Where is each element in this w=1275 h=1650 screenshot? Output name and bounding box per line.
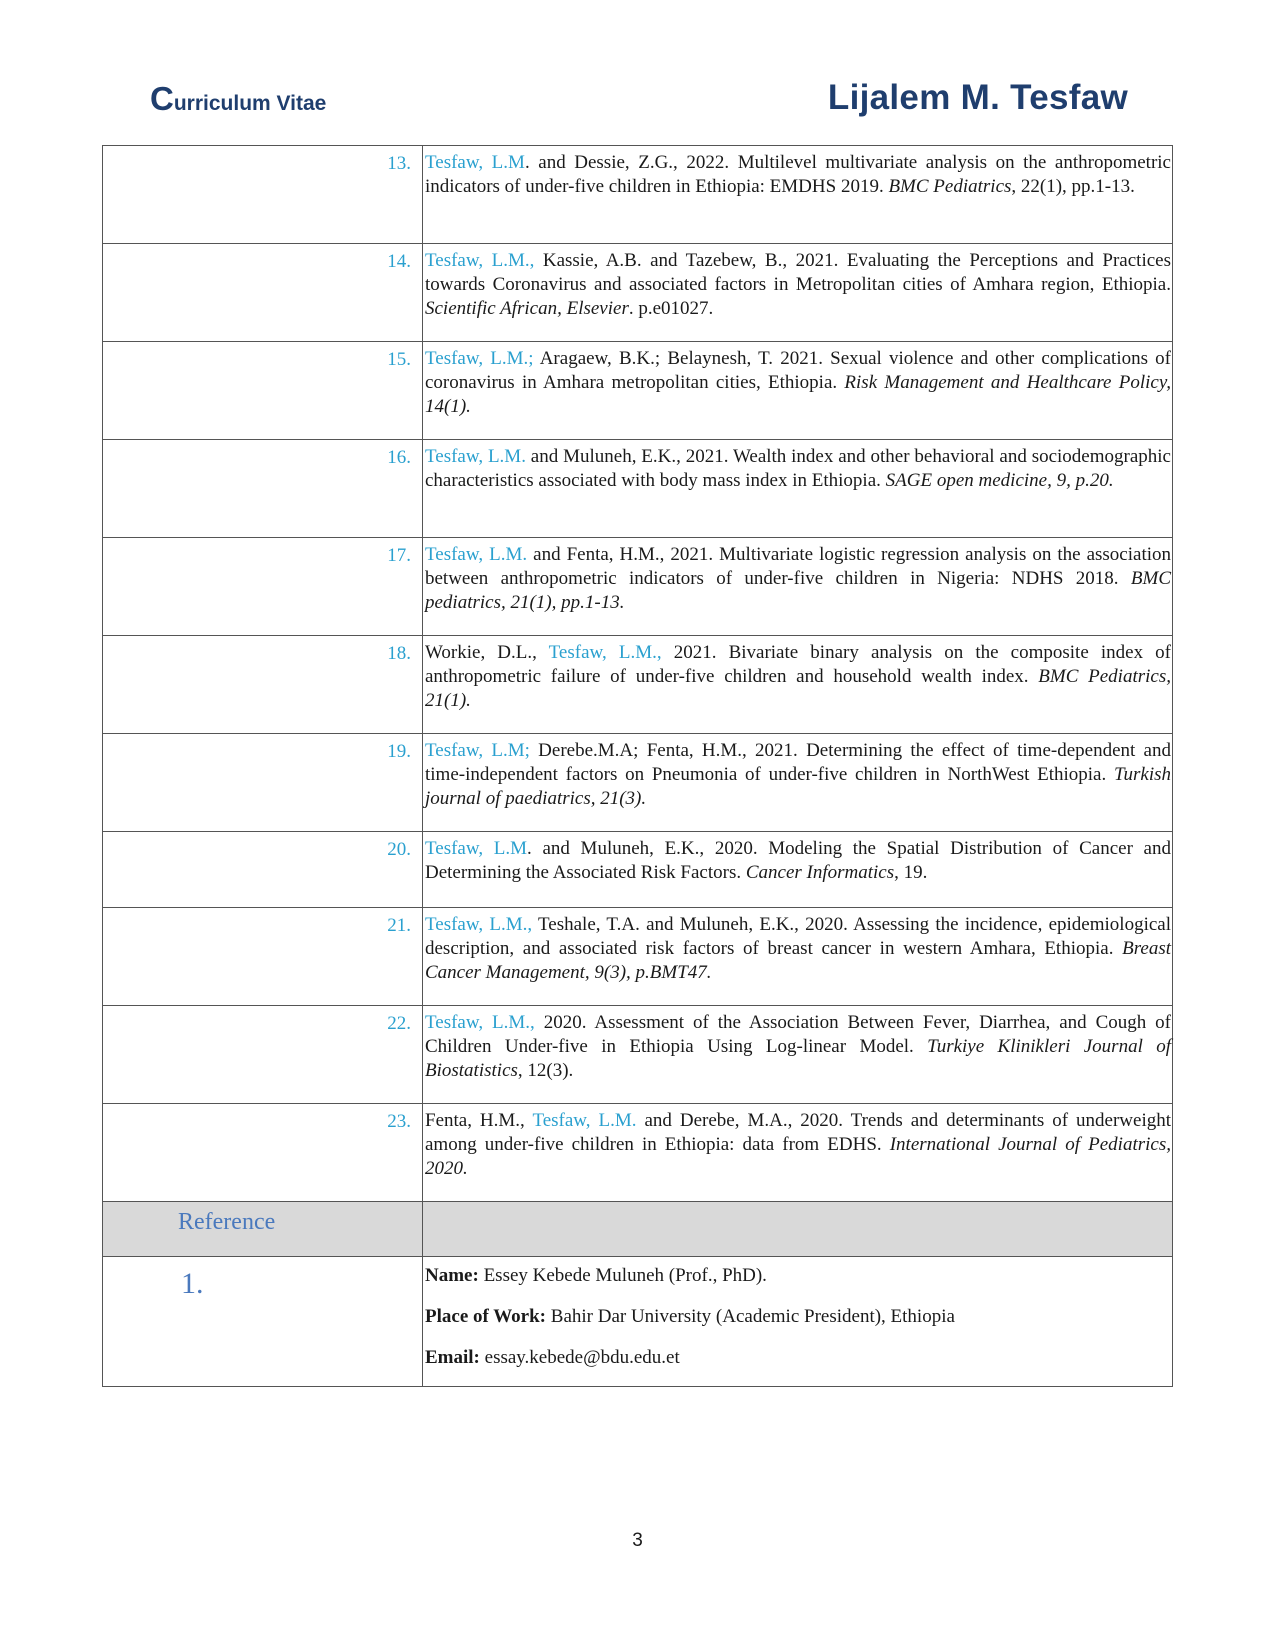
publication-citation — [423, 1104, 1172, 1181]
publication-number-cell — [103, 1006, 423, 1104]
publication-citation — [423, 636, 1172, 713]
reference-work-label: Place of Work: — [425, 1306, 547, 1327]
reference-work-value: Bahir Dar University (Academic President), Ethiopia — [546, 1306, 955, 1327]
citation-body: Teshale, T.A. and Muluneh, E.K., 2020. Assessing the incidence, epidemiological description, and associated risk factors of breast cancer in western Amhara, Ethiopia. — [425, 914, 1172, 959]
citation-author-highlight: Tesfaw, L.M.; — [425, 348, 534, 369]
publication-citation-cell — [423, 342, 1173, 440]
publication-citation-cell — [423, 1104, 1173, 1202]
citation-journal: International Journal of Pediatrics, 2020. — [425, 1134, 1171, 1179]
publication-number: 22. — [387, 1013, 411, 1034]
publication-number-cell — [103, 832, 423, 908]
publication-citation — [423, 342, 1172, 419]
publication-row — [103, 832, 1173, 908]
citation-author-highlight: Tesfaw, L.M. — [425, 544, 528, 565]
publication-number-cell — [103, 734, 423, 832]
publication-number-cell — [103, 146, 423, 244]
publication-citation — [423, 440, 1172, 493]
reference-header-row — [103, 1202, 1173, 1257]
publication-citation-cell — [423, 244, 1173, 342]
publication-row — [103, 1104, 1173, 1202]
publication-number: 17. — [387, 545, 411, 566]
publication-number-cell — [103, 908, 423, 1006]
publication-row — [103, 244, 1173, 342]
reference-number-cell — [103, 1257, 423, 1387]
publication-citation — [423, 1006, 1172, 1083]
citation-body: and Muluneh, E.K., 2021. Wealth index and other behavioral and sociodemographic characteristics associated with body mass index in Ethiopia. — [425, 446, 1171, 491]
reference-name-label: Name: — [425, 1265, 479, 1286]
citation-journal: Turkish journal of paediatrics, 21(3). — [425, 764, 1171, 809]
citation-volume: , 12(3). — [517, 1060, 574, 1081]
publication-number: 18. — [387, 643, 411, 664]
citation-author-highlight: Tesfaw, L.M., — [425, 914, 533, 935]
citation-author-highlight: Tesfaw, L.M — [425, 838, 528, 859]
publication-row — [103, 734, 1173, 832]
reference-email-value: essay.kebede@bdu.edu.et — [479, 1347, 680, 1368]
citation-volume: , 22(1), pp.1-13. — [1011, 176, 1135, 197]
reference-number: 1. — [181, 1267, 204, 1300]
publication-citation — [423, 908, 1172, 985]
publication-citation-cell — [423, 908, 1173, 1006]
page-number: 3 — [632, 1530, 643, 1551]
citation-author-highlight: Tesfaw, L.M., — [548, 642, 662, 663]
citation-author-highlight: Tesfaw, L.M; — [425, 740, 530, 761]
citation-journal: SAGE open medicine, 9, p.20. — [885, 470, 1114, 491]
citation-journal: Scientific African, Elsevier — [425, 298, 629, 319]
publication-row — [103, 440, 1173, 538]
citation-author-highlight: Tesfaw, L.M — [425, 152, 525, 173]
citation-body: 2020. Assessment of the Association Between Fever, Diarrhea, and Cough of Children Under-five in Ethiopia Using Log-linear Model. — [425, 1012, 1172, 1057]
reference-row — [103, 1257, 1173, 1387]
publication-number-cell — [103, 342, 423, 440]
publication-citation-cell — [423, 538, 1173, 636]
publication-citation-cell — [423, 1006, 1173, 1104]
publication-citation — [423, 146, 1172, 199]
citation-coauthors-before: Fenta, H.M., — [425, 1110, 533, 1131]
publication-number-cell — [103, 636, 423, 734]
citation-author-highlight: Tesfaw, L.M., — [425, 1012, 535, 1033]
author-name-header: Lijalem M. Tesfaw — [827, 78, 1128, 117]
cv-table — [102, 145, 1173, 1387]
citation-journal: BMC pediatrics, 21(1), pp.1-13. — [425, 568, 1171, 613]
publication-citation — [423, 244, 1172, 321]
publication-citation — [423, 832, 1172, 885]
citation-journal: Risk Management and Healthcare Policy, 14(1). — [425, 372, 1171, 417]
citation-body: and Fenta, H.M., 2021. Multivariate logistic regression analysis on the association between anthropometric indicators of under-five children in Nigeria: NDHS 2018. — [425, 544, 1171, 589]
citation-body: Kassie, A.B. and Tazebew, B., 2021. Evaluating the Perceptions and Practices towards Coronavirus and associated factors in Metropolitan cities of Amhara region, Ethiopia. — [425, 250, 1171, 295]
citation-coauthors-before: Workie, D.L., — [425, 642, 549, 663]
citation-author-highlight: Tesfaw, L.M., — [425, 250, 535, 271]
publication-number: 16. — [387, 447, 411, 468]
cv-title-initial: C — [150, 80, 174, 117]
citation-journal: Breast Cancer Management, 9(3), p.BMT47. — [425, 938, 1171, 983]
reference-header-cell — [103, 1202, 423, 1257]
publication-number-cell — [103, 244, 423, 342]
publication-number: 21. — [387, 915, 411, 936]
publication-number: 13. — [387, 153, 411, 174]
publication-number: 15. — [387, 349, 411, 370]
reference-work-line — [425, 1305, 1172, 1329]
reference-header-empty-cell — [423, 1202, 1173, 1257]
citation-journal: Turkiye Klinikleri Journal of Biostatistics — [425, 1036, 1171, 1081]
citation-author-highlight: Tesfaw, L.M. — [425, 446, 526, 467]
reference-email-line — [425, 1346, 1172, 1370]
citation-body: Aragaew, B.K.; Belaynesh, T. 2021. Sexual violence and other complications of coronavirus in Amhara metropolitan cities, Ethiopia. — [425, 348, 1171, 393]
publication-citation-cell — [423, 734, 1173, 832]
reference-name-value: Essey Kebede Muluneh (Prof., PhD). — [478, 1265, 767, 1286]
publication-number-cell — [103, 538, 423, 636]
citation-journal: Cancer Informatics — [745, 862, 895, 883]
citation-volume: . p.e01027. — [628, 298, 714, 319]
reference-detail-cell — [423, 1257, 1173, 1387]
publication-citation-cell — [423, 146, 1173, 244]
publication-row — [103, 636, 1173, 734]
reference-email-label: Email: — [425, 1347, 480, 1368]
cv-title — [150, 80, 326, 118]
publication-citation-cell — [423, 440, 1173, 538]
citation-body: . and Muluneh, E.K., 2020. Modeling the Spatial Distribution of Cancer and Determining the Associated Risk Factors. — [425, 838, 1171, 883]
publication-citation — [423, 538, 1172, 615]
publication-list — [103, 146, 1173, 1387]
publication-row — [103, 342, 1173, 440]
citation-body: 2021. Bivariate binary analysis on the composite index of anthropometric failure of under-five children and household wealth index. — [425, 642, 1172, 687]
publication-number: 19. — [387, 741, 411, 762]
publication-citation-cell — [423, 636, 1173, 734]
publication-number: 23. — [387, 1111, 411, 1132]
citation-journal: BMC Pediatrics, 21(1). — [425, 666, 1171, 711]
publication-number: 14. — [387, 251, 411, 272]
publication-row — [103, 908, 1173, 1006]
publication-number: 20. — [387, 839, 411, 860]
publication-number-cell — [103, 440, 423, 538]
reference-section-title: Reference — [178, 1209, 276, 1235]
publication-citation — [423, 734, 1172, 811]
citation-author-highlight: Tesfaw, L.M. — [532, 1110, 637, 1131]
citation-body: . and Dessie, Z.G., 2022. Multilevel multivariate analysis on the anthropometric indicators of under-five children in Ethiopia: EMDHS 2019. — [425, 152, 1171, 197]
cv-title-rest: urriculum Vitae — [173, 92, 327, 115]
citation-volume: , 19. — [894, 862, 928, 883]
publication-row — [103, 1006, 1173, 1104]
citation-journal: BMC Pediatrics — [888, 176, 1012, 197]
citation-body: and Derebe, M.A., 2020. Trends and determinants of underweight among under-five children in Ethiopia: data from EDHS. — [425, 1110, 1172, 1155]
publication-number-cell — [103, 1104, 423, 1202]
citation-body: Derebe.M.A; Fenta, H.M., 2021. Determining the effect of time-dependent and time-independent factors on Pneumonia of under-five children in NorthWest Ethiopia. — [425, 740, 1171, 785]
reference-name-line — [425, 1264, 1172, 1288]
publication-row — [103, 146, 1173, 244]
publication-row — [103, 538, 1173, 636]
publication-citation-cell — [423, 832, 1173, 908]
